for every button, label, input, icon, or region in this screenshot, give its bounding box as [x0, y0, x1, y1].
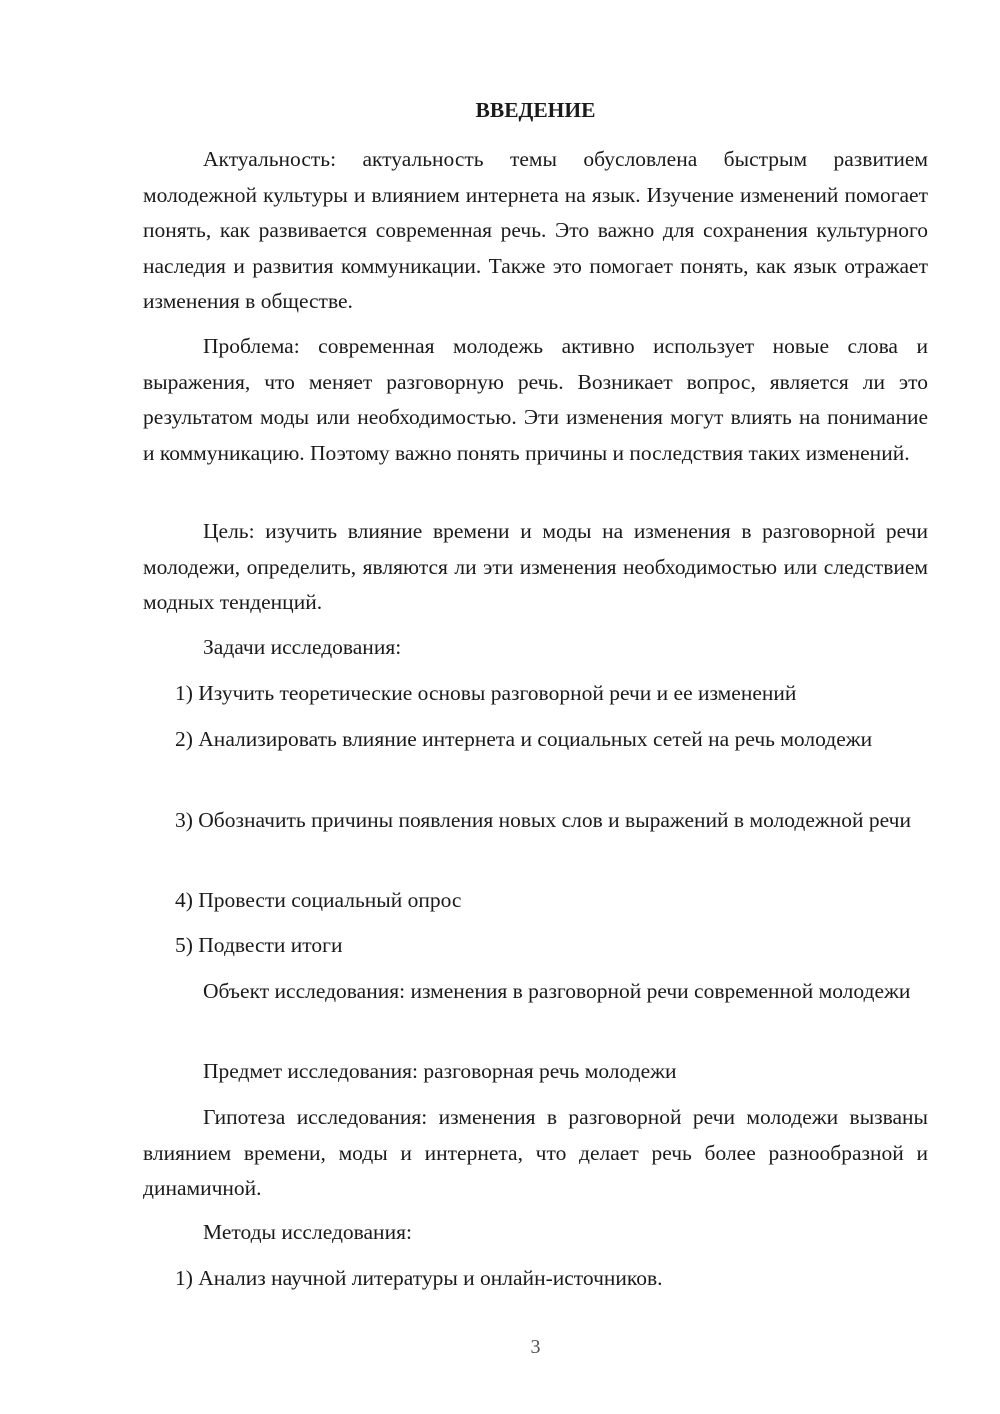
problem-paragraph: Проблема: современная молодежь активно использует новые слова и выражения, что меняет разговорную речь. Возникает вопрос, является ли это результатом моды или необходимостью. Эти изменения могут влиять на понимание и коммуникацию. Поэтому важно понять причины и последствия таких изменений.	[143, 334, 928, 465]
relevance-paragraph: Актуальность: актуальность темы обусловлена быстрым развитием молодежной культуры и влиянием интернета на язык. Изучение изменений помогает понять, как развивается современная речь. Это важно для сохранения культурного наследия и развития коммуникации. Также это помогает понять, как язык отражает изменения в обществе.	[143, 147, 928, 313]
page-title: ВВЕДЕНИЕ	[475, 98, 596, 122]
tasks-heading: Задачи исследования:	[203, 635, 402, 659]
goal-paragraph: Цель: изучить влияние времени и моды на изменения в разговорной речи молодежи, определить, являются ли эти изменения необходимостью или следствием модных тенденций.	[143, 519, 928, 614]
method-item-1: 1) Анализ научной литературы и онлайн-источников.	[175, 1266, 663, 1290]
document-page	[143, 0, 928, 1414]
object-paragraph: Объект исследования: изменения в разговорной речи современной молодежи	[203, 979, 911, 1003]
task-item-2: 2) Анализировать влияние интернета и социальных сетей на речь молодежи	[175, 727, 873, 751]
hypothesis-paragraph: Гипотеза исследования: изменения в разговорной речи молодежи вызваны влиянием времени, моды и интернета, что делает речь более разнообразной и динамичной.	[143, 1105, 928, 1200]
task-item-4: 4) Провести социальный опрос	[175, 888, 462, 912]
task-item-1: 1) Изучить теоретические основы разговорной речи и ее изменений	[175, 681, 797, 705]
subject-paragraph: Предмет исследования: разговорная речь молодежи	[203, 1059, 677, 1083]
task-item-3: 3) Обозначить причины появления новых слов и выражений в молодежной речи	[175, 808, 911, 832]
task-item-5: 5) Подвести итоги	[175, 933, 343, 957]
page-number: 3	[530, 1336, 541, 1358]
methods-heading: Методы исследования:	[203, 1220, 412, 1244]
